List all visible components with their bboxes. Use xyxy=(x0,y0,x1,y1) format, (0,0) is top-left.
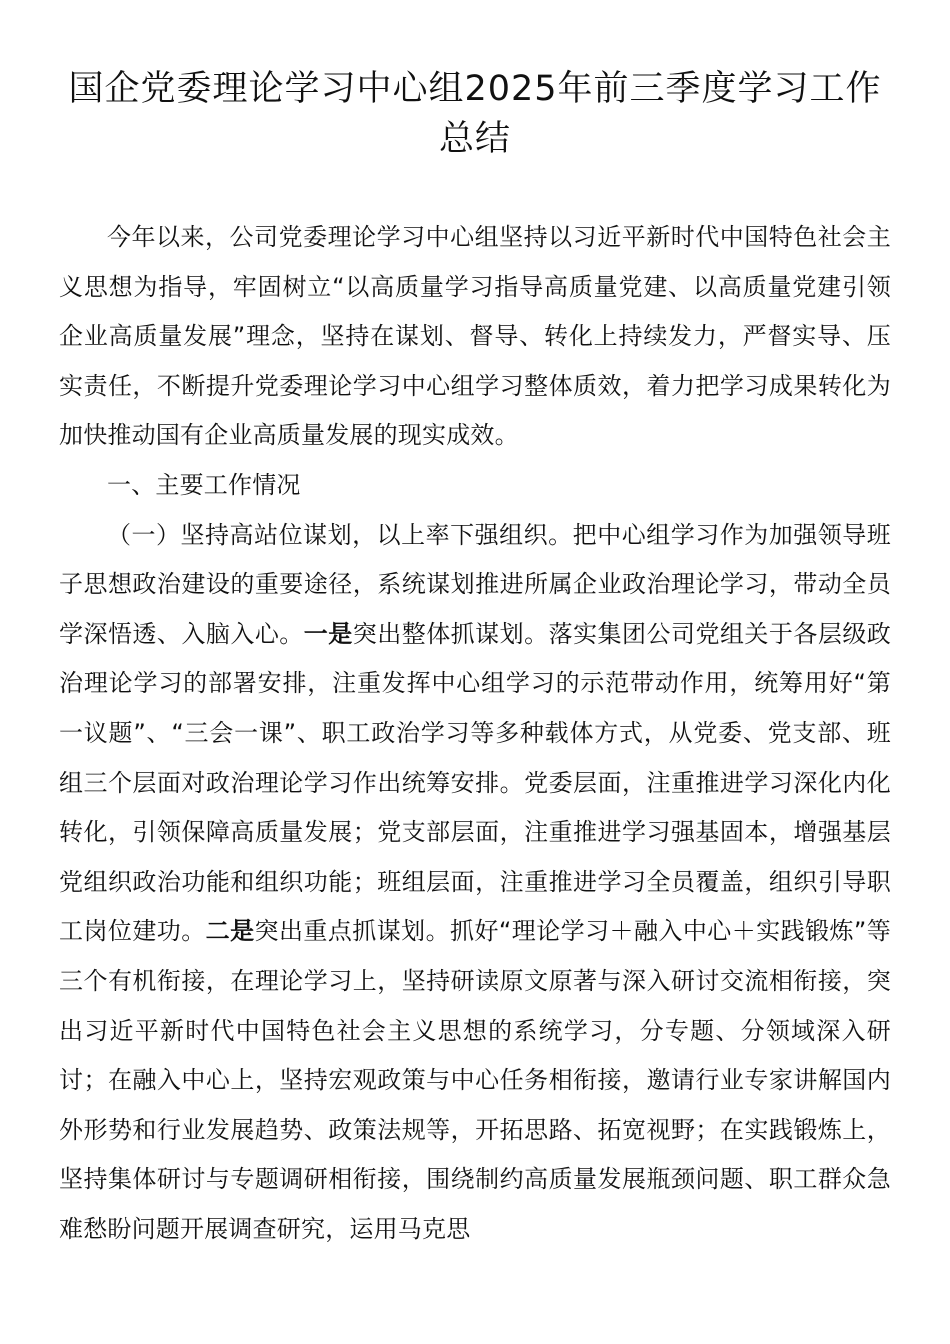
document-title xyxy=(60,64,890,164)
point-marker-2: 二是 xyxy=(205,917,255,946)
point-marker-1: 一是 xyxy=(303,619,353,648)
title-line-2: 总结 xyxy=(438,119,511,159)
title-line-1: 国企党委理论学习中心组2025年前三季度学习工作 xyxy=(68,69,882,109)
paragraph-lead-text: （一）坚持高站位谋划，以上率下强组织。把中心组学习作为加强领导班子思想政治建设的重要途径，系统谋划推进所属企业政治理论学习，带动全员学深悟透、入脑入心。 xyxy=(59,520,891,648)
section-heading: 一、主要工作情况 xyxy=(107,470,301,499)
point-1-text: 突出整体抓谋划。落实集团公司党组关于各层级政治理论学习的部署安排，注重发挥中心组学习的示范带动作用，统筹用好“第一议题”、“三会一课”、职工政治学习等多种载体方式，从党委、党支部、班组三个层面对政治理论学习作出统筹安排。党委层面，注重推进学习深化内化转化，引领保障高质量发展；党支部层面，注重推进学习强基固本，增强基层党组织政治功能和组织功能；班组层面，注重推进学习全员覆盖，组织引导职工岗位建功。 xyxy=(59,619,892,946)
point-2-text: 突出重点抓谋划。抓好“理论学习＋融入中心＋实践锻炼”等三个有机衔接，在理论学习上，坚持研读原文原著与深入研讨交流相衔接，突出习近平新时代中国特色社会主义思想的系统学习，分专题、分领域深入研讨；在融入中心上，坚持宏观政策与中心任务相衔接，邀请行业专家讲解国内外形势和行业发展趋势、政策法规等，开拓思路、拓宽视野；在实践锻炼上，坚持集体研讨与专题调研相衔接，围绕制约高质量发展瓶颈问题、职工群众急难愁盼问题开展调查研究，运用马克思 xyxy=(59,917,892,1243)
document-body xyxy=(59,213,891,1254)
intro-paragraph: 今年以来，公司党委理论学习中心组坚持以习近平新时代中国特色社会主义思想为指导，牢固树立“以高质量学习指导高质量党建、以高质量党建引领企业高质量发展”理念，坚持在谋划、督导、转化上持续发力，严督实导、压实责任，不断提升党委理论学习中心组学习整体质效，着力把学习成果转化为加快推动国有企业高质量发展的现实成效。 xyxy=(59,223,891,450)
work-paragraph-1 xyxy=(59,511,891,1255)
